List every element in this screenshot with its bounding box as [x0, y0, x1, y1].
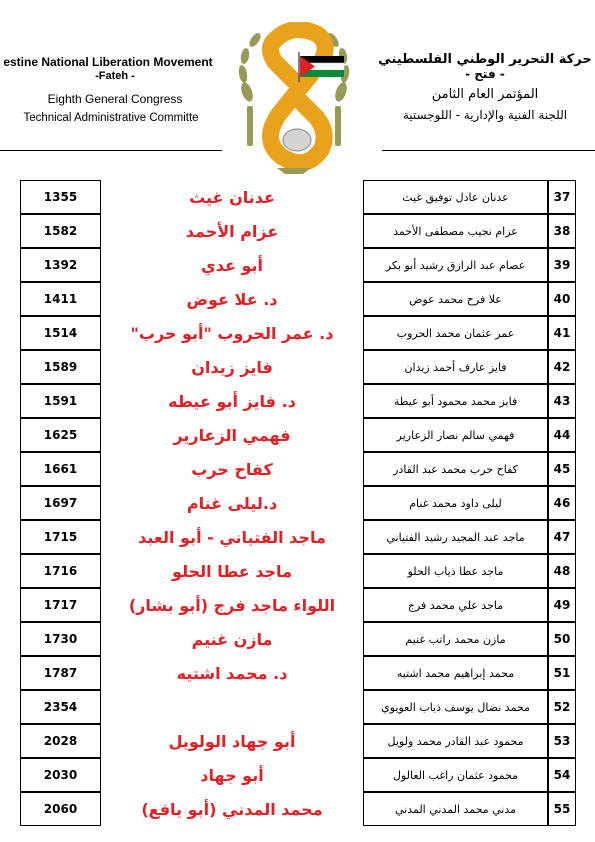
member-nickname: د. عمر الحروب "أبو حرب" [130, 323, 334, 343]
member-code: 1514 [20, 316, 101, 350]
member-code: 2354 [20, 690, 101, 724]
table-row [20, 180, 576, 214]
member-code: 1787 [20, 656, 101, 690]
number-eight-icon [270, 30, 325, 163]
member-nickname: محمد المدني (أبو يافع) [141, 799, 323, 819]
member-nickname: ماجد الفتياني - أبو العبد [138, 527, 326, 547]
row-number: 39 [548, 248, 576, 282]
header-rule-left [0, 150, 222, 151]
org-abbr-en: -Fateh - [95, 70, 135, 82]
row-number: 54 [548, 758, 576, 792]
row-number: 55 [548, 792, 576, 826]
congress-name-en: Eighth General Congress [47, 92, 183, 106]
member-full-name: عصام عبد الرازق رشيد أبو بكر [363, 248, 548, 282]
member-code: 1697 [20, 486, 101, 520]
header-english [0, 55, 230, 124]
table-row [20, 384, 576, 418]
member-code: 1392 [20, 248, 101, 282]
member-full-name: ماجد علي محمد فرج [363, 588, 548, 622]
row-number: 43 [548, 384, 576, 418]
table-row [20, 690, 576, 724]
table-row [20, 656, 576, 690]
table-row [20, 724, 576, 758]
row-number: 41 [548, 316, 576, 350]
member-full-name: فهمي سالم نصار الزعارير [363, 418, 548, 452]
member-code: 2030 [20, 758, 101, 792]
table-row [20, 214, 576, 248]
row-number: 44 [548, 418, 576, 452]
header-rule-right [382, 150, 595, 151]
member-code: 1717 [20, 588, 101, 622]
member-full-name: محمد نضال يوسف ذياب العويوي [363, 690, 548, 724]
congress-name-ar: المؤتمر العام الثامن [431, 87, 539, 102]
row-number: 45 [548, 452, 576, 486]
member-nickname: عزام الأحمد [185, 221, 279, 241]
member-code: 1355 [20, 180, 101, 214]
member-nickname: مازن غنيم [191, 629, 273, 649]
row-number: 50 [548, 622, 576, 656]
member-code: 2060 [20, 792, 101, 826]
member-nickname: عدنان غيث [189, 187, 275, 207]
member-full-name: محمود عثمان راغب العالول [363, 758, 548, 792]
header-arabic [375, 52, 595, 122]
member-nickname: أبو جهاد [200, 765, 264, 785]
member-code: 1411 [20, 282, 101, 316]
member-code: 1591 [20, 384, 101, 418]
member-nickname: كفاح حرب [191, 459, 273, 479]
table-row [20, 622, 576, 656]
table-row [20, 792, 576, 826]
org-name-en: estine National Liberation Movement [3, 55, 213, 69]
member-full-name: مدني محمد المدني المدني [363, 792, 548, 826]
member-full-name: محمود عبد القادر محمد ولويل [363, 724, 548, 758]
row-number: 40 [548, 282, 576, 316]
member-nickname: د. علا عوض [186, 289, 278, 309]
member-nickname [101, 690, 363, 724]
member-full-name: فايز محمد محمود أبو عيطة [363, 384, 548, 418]
member-full-name: عزام نجيب مصطفى الأحمد [363, 214, 548, 248]
row-number: 48 [548, 554, 576, 588]
member-nickname: اللواء ماجد فرج (أبو بشار) [128, 595, 336, 615]
logo-base-icon [277, 168, 311, 174]
committee-name-ar: اللجنة الفنية والإدارية - اللوجستية [402, 108, 568, 122]
member-full-name: ماجد عطا ذياب الحلو [363, 554, 548, 588]
row-number: 49 [548, 588, 576, 622]
org-name-ar: حركة التحرير الوطني الفلسطيني [378, 52, 592, 67]
table-row [20, 486, 576, 520]
member-nickname: فايز زيدان [191, 357, 273, 377]
member-nickname: فهمي الزعارير [173, 425, 291, 445]
committee-name-en: Technical Administrative Committe [23, 112, 199, 124]
member-full-name: محمد إبراهيم محمد اشتيه [363, 656, 548, 690]
table-row [20, 520, 576, 554]
member-full-name: مازن محمد راتب غنيم [363, 622, 548, 656]
member-full-name: ماجد عبد المجيد رشيد الفتياني [363, 520, 548, 554]
table-row [20, 588, 576, 622]
member-nickname: ماجد عطا الحلو [172, 561, 292, 581]
member-full-name: عمر عثمان محمد الحروب [363, 316, 548, 350]
fateh-congress-8-logo-icon [233, 22, 355, 177]
member-nickname: د. فايز أبو عيطه [168, 391, 296, 411]
member-nickname: أبو عدي [201, 255, 263, 275]
row-number: 38 [548, 214, 576, 248]
member-code: 2028 [20, 724, 101, 758]
member-code: 1625 [20, 418, 101, 452]
member-full-name: علا فرح محمد عوض [363, 282, 548, 316]
row-number: 51 [548, 656, 576, 690]
member-code: 1715 [20, 520, 101, 554]
row-number: 52 [548, 690, 576, 724]
row-number: 47 [548, 520, 576, 554]
row-number: 42 [548, 350, 576, 384]
member-code: 1589 [20, 350, 101, 384]
table-row [20, 418, 576, 452]
member-code: 1661 [20, 452, 101, 486]
member-full-name: ليلى داود محمد غنام [363, 486, 548, 520]
row-number: 37 [548, 180, 576, 214]
table-row [20, 758, 576, 792]
table-row [20, 554, 576, 588]
member-code: 1716 [20, 554, 101, 588]
members-table [20, 180, 576, 826]
table-row [20, 452, 576, 486]
table-row [20, 282, 576, 316]
row-number: 53 [548, 724, 576, 758]
member-full-name: فايز عارف أحمد زيدان [363, 350, 548, 384]
table-row [20, 248, 576, 282]
member-full-name: كفاح حرب محمد عبد القادر [363, 452, 548, 486]
member-full-name: عدنان عادل توفيق غيث [363, 180, 548, 214]
row-number: 46 [548, 486, 576, 520]
member-code: 1730 [20, 622, 101, 656]
member-code: 1582 [20, 214, 101, 248]
member-nickname: أبو جهاد الولويل [168, 731, 296, 751]
table-row [20, 316, 576, 350]
table-row [20, 350, 576, 384]
member-nickname: د.ليلى غنام [186, 493, 278, 513]
org-abbr-ar: - فتح - [465, 67, 505, 81]
member-nickname: د. محمد اشتيه [176, 663, 288, 683]
